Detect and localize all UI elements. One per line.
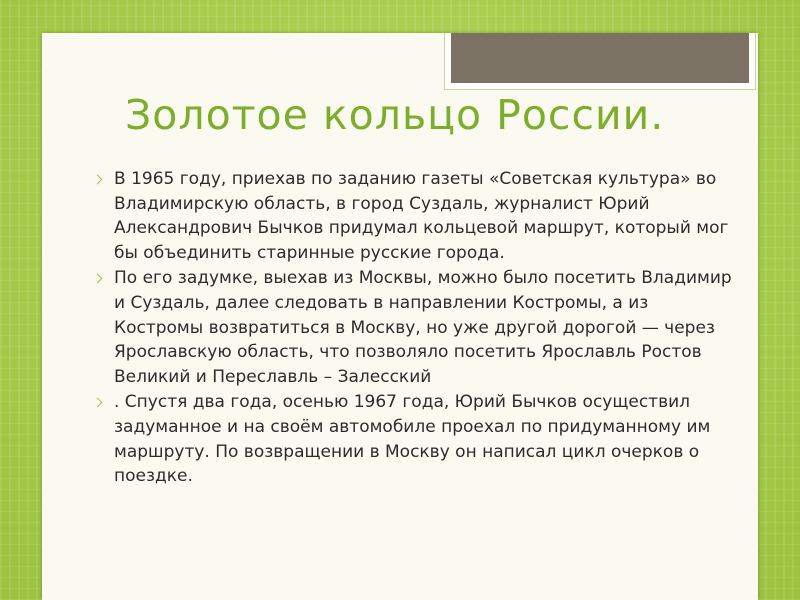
bullet-list — [94, 167, 734, 490]
bullet-text: . Спустя два года, осенью 1967 года, Юрий Бычков осуществил задуманное и на своём автомобиле проехал по придуманному им маршруту. По возвращении в Москву он написал цикл очерков о поездке. — [114, 392, 711, 487]
chevron-right-icon — [93, 398, 103, 408]
chevron-right-icon — [93, 175, 103, 185]
bullet-text: В 1965 году, приехав по заданию газеты «Советская культура» во Владимирскую область, в город Суздаль, журналист Юрий Александрович Бычков придумал кольцевой маршрут, который мог бы объединить старинные русские города. — [114, 169, 729, 263]
slide-panel — [42, 33, 758, 600]
bullet-text: По его задумке, выехав из Москвы, можно было посетить Владимир и Суздаль, далее следовать в направлении Костромы, а из Костромы возвратиться в Москву, но уже другой дорогой — через Ярославскую область, что позволяло посетить Ярославль Ростов Великий и Переславль – Залесский — [114, 268, 732, 387]
decorative-frame — [444, 33, 756, 90]
bullet-item — [94, 390, 734, 488]
chevron-right-icon — [93, 274, 103, 284]
bullet-item — [94, 167, 734, 265]
bullet-item — [94, 266, 734, 389]
slide-title: Золотое кольцо России. — [125, 91, 665, 139]
decorative-rectangle — [451, 33, 749, 83]
